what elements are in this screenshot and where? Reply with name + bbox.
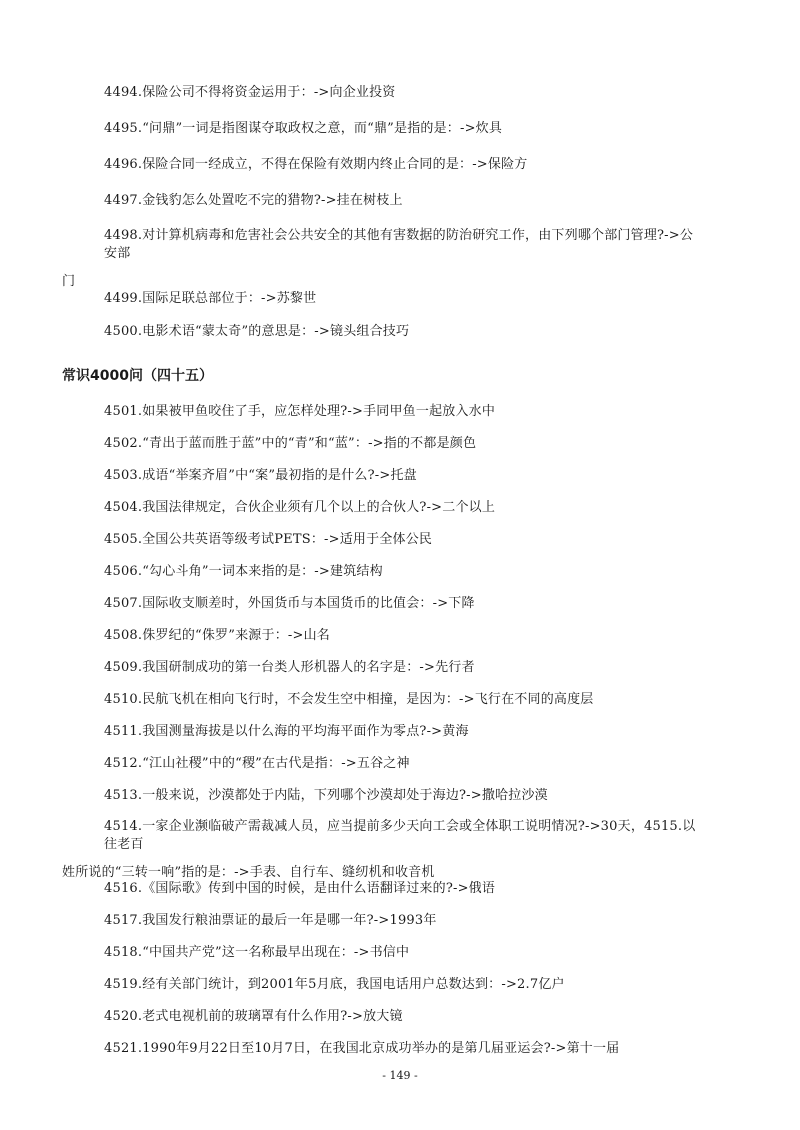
- section-title: 常识4000问（四十五）: [62, 368, 213, 384]
- qa-item-4503: 4503.成语“举案齐眉”中“案”最初指的是什么?->托盘: [104, 468, 417, 483]
- qa-item-4510: 4510.民航飞机在相向飞行时，不会发生空中相撞，是因为：->飞行在不同的高度层: [104, 692, 594, 707]
- qa-item-4495: 4495.“问鼎”一词是指图谋夺取政权之意，而“鼎”是指的是：->炊具: [104, 121, 503, 136]
- qa-item-4511: 4511.我国测量海拔是以什么海的平均海平面作为零点?->黄海: [104, 724, 469, 739]
- qa-item-4494: 4494.保险公司不得将资金运用于：->向企业投资: [104, 85, 396, 100]
- qa-item-4504: 4504.我国法律规定，合伙企业须有几个以上的合伙人?->二个以上: [104, 500, 496, 515]
- qa-item-4498-line-2: 门: [62, 274, 76, 289]
- qa-item-4496: 4496.保险合同一经成立，不得在保险有效期内终止合同的是：->保险方: [104, 157, 528, 172]
- qa-item-4521: 4521.1990年9月22日至10月7日，在我国北京成功举办的是第几届亚运会?->第十一届: [104, 1041, 620, 1056]
- qa-item-4499: 4499.国际足联总部位于：->苏黎世: [104, 291, 317, 306]
- qa-item-4514-line-2: 姓所说的“三转一响”指的是：->手表、自行车、缝纫机和收音机: [62, 865, 435, 880]
- page-number: - 149 -: [382, 1069, 418, 1082]
- qa-item-4514-line-1: 4514.一家企业濒临破产需裁减人员，应当提前多少天向工会或全体职工说明情况?->30天，4515.以往老百: [104, 819, 696, 852]
- qa-item-4513: 4513.一般来说，沙漠都处于内陆，下列哪个沙漠却处于海边?->撒哈拉沙漠: [104, 788, 548, 803]
- qa-item-4509: 4509.我国研制成功的第一台类人形机器人的名字是：->先行者: [104, 660, 475, 675]
- qa-item-4500: 4500.电影术语“蒙太奇”的意思是：->镜头组合技巧: [104, 324, 410, 339]
- qa-item-4519: 4519.经有关部门统计，到2001年5月底，我国电话用户总数达到：->2.7亿户: [104, 977, 565, 992]
- qa-item-4501: 4501.如果被甲鱼咬住了手，应怎样处理?->手同甲鱼一起放入水中: [104, 404, 496, 419]
- qa-item-4517: 4517.我国发行粮油票证的最后一年是哪一年?->1993年: [104, 913, 437, 928]
- qa-item-4520: 4520.老式电视机前的玻璃罩有什么作用?->放大镜: [104, 1009, 403, 1024]
- qa-item-4507: 4507.国际收支顺差时，外国货币与本国货币的比值会：->下降: [104, 596, 475, 611]
- qa-item-4505: 4505.全国公共英语等级考试PETS：->适用于全体公民: [104, 532, 433, 547]
- qa-item-4516: 4516.《国际歌》传到中国的时候，是由什么语翻译过来的?->俄语: [104, 881, 496, 896]
- qa-item-4514: [62, 818, 704, 882]
- qa-item-4502: 4502.“青出于蓝而胜于蓝”中的“青”和“蓝”：->指的不都是颜色: [104, 436, 477, 451]
- qa-item-4497: 4497.金钱豹怎么处置吃不完的猎物?->挂在树枝上: [104, 193, 403, 208]
- qa-item-4506: 4506.“勾心斗角”一词本来指的是：->建筑结构: [104, 564, 383, 579]
- qa-item-4508: 4508.侏罗纪的“侏罗”来源于：->山名: [104, 628, 330, 643]
- qa-item-4518: 4518.“中国共产党”这一名称最早出现在：->书信中: [104, 945, 410, 960]
- qa-item-4512: 4512.“江山社稷”中的“稷”在古代是指：->五谷之神: [104, 756, 410, 771]
- qa-item-4498-line-1: 4498.对计算机病毒和危害社会公共安全的其他有害数据的防治研究工作，由下列哪个部门管理?->公安部: [104, 228, 694, 261]
- qa-item-4498: [62, 227, 704, 291]
